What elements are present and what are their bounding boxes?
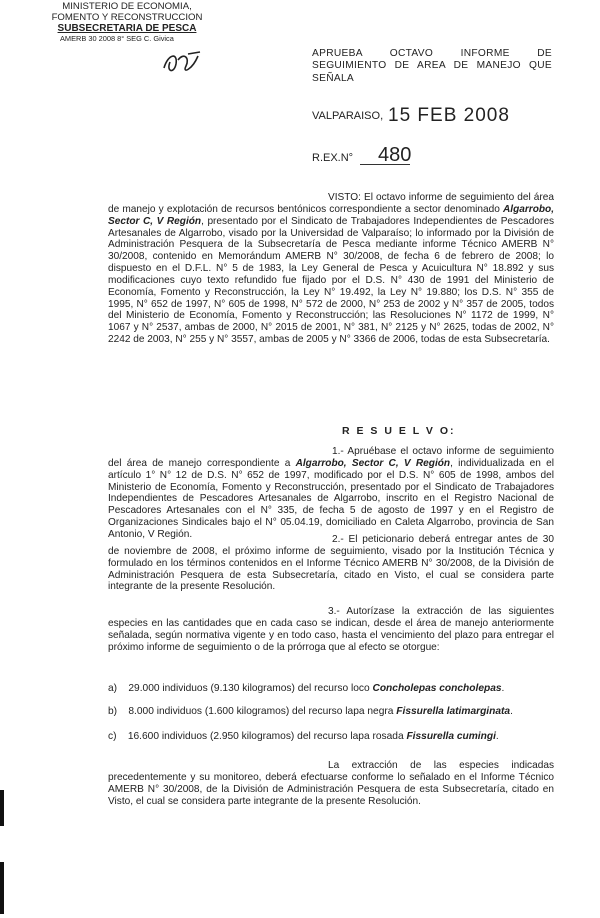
place-label: VALPARAISO, <box>312 110 384 122</box>
item-c-text: 16.600 individuos (2.950 kilogramos) del recurso lapa rosada <box>127 731 407 742</box>
visto-paragraph <box>108 192 554 346</box>
scan-edge-mark <box>0 862 4 914</box>
r1-area-name: Algarrobo, Sector C, V Región <box>295 457 451 469</box>
resolution-item-1 <box>108 446 554 541</box>
species-item-c <box>108 731 499 742</box>
item-c-end: . <box>495 731 499 742</box>
visto-text-2: , presentado por el Sindicato de Trabajadores Independientes de Pescadores Artesanales de Algarrobo, visado por la Universidad de Valparaíso; lo informado por la División de Administración Pesquera de la Subsecretaría de Pesca mediante informe Técnico AMERB N° 30/2008, contenido en Memorándum AMERB N° 30/2008, de fecha 6 de febrero de 2008; lo dispuesto en el D.F.L. N° 5 de 1983, la Ley General de Pesca y Acuicultura N° 18.892 y sus modificaciones cuyo texto refundido fue fijado por el D.S. N° 430 de 1991 del Ministerio de Economía, Fomento y Reconstrucción, la Ley N° 19.492, la Ley N° 19.880; los D.S. N° 355 de 1995, N° 652 de 1997, N° 605 de 1998, N° 572 de 2000, N° 253 de 2002 y N° 357 de 2005, todos del Ministerio de Economía, Fomento y Reconstrucción; las Resoluciones N° 1172 de 1999, N° 1067 y N° 2537, ambas de 2000, N° 2015 de 2001, N° 381, N° 2125 y N° 2625, todas de 2002, N° 2242 de 2003, N° 255 y N° 3557, ambas de 2005 y N° 3366 de 2006, todas de esta Subsecretaría. <box>108 215 555 346</box>
resolution-number: 480 <box>378 144 412 166</box>
item-a-end: . <box>501 683 505 694</box>
resolution-title <box>312 48 552 85</box>
reference-code: AMERB 30 2008 8° SEG C. Givica <box>60 34 174 44</box>
item-a-text: 29.000 individuos (9.130 kilogramos) del recurso loco <box>128 683 373 694</box>
closing-paragraph <box>108 760 554 807</box>
item-b-label: b) <box>108 706 118 717</box>
r2-text: 2.- El peticionario deberá entregar antes de 30 de noviembre de 2008, el próximo informe de seguimiento, visado por la Institución Técnica y formulado en los términos contenidos en el Informe Técnico AMERB N° 30/2008, de la División de Administración Pesquera de esta Subsecretaría, citado en Visto, el cual se considera parte integrante de la presente Resolución. <box>108 534 554 593</box>
title-line-2: SEGUIMIENTO DE AREA DE MANEJO QUE <box>312 60 552 72</box>
resolution-item-2 <box>108 534 554 593</box>
resolution-number-label: R.EX.N° <box>312 152 354 164</box>
item-b-species: Fissurella latimarginata <box>396 706 511 717</box>
closing-text: La extracción de las especies indicadas precedentemente y su monitoreo, deberá efectuarse conforme lo señalado en el Informe Técnico AMERB N° 30/2008, de la División de Administración Pesquera de esta Subsecretaría, citado en Visto, el cual se considera parte integrante de la presente Resolución. <box>108 760 554 807</box>
resuelvo-heading: R E S U E L V O: <box>342 425 456 437</box>
item-a-label: a) <box>108 683 118 694</box>
title-line-1: APRUEBA OCTAVO INFORME DE <box>312 48 552 59</box>
item-c-label: c) <box>108 731 117 742</box>
date-stamp: 15 FEB 2008 <box>388 105 510 126</box>
item-b-end: . <box>510 706 513 717</box>
visto-area-name: Algarrobo, Sector C, V Región <box>108 203 554 227</box>
ministry-header <box>22 2 232 45</box>
scan-edge-mark <box>0 790 4 826</box>
item-a-species: Concholepas concholepas <box>372 683 502 694</box>
species-item-a <box>108 683 504 694</box>
species-item-b <box>108 706 513 717</box>
item-b-text: 8.000 individuos (1.600 kilogramos) del recurso lapa negra <box>128 706 397 717</box>
ministry-line-1: MINISTERIO DE ECONOMIA, <box>62 1 192 12</box>
visto-text-1: El octavo informe de seguimiento del área de manejo y explotación de recursos bentónicos correspondiente a sector denominado <box>108 192 554 215</box>
r1-lead: 1.- Apruébase el octavo informe de seguimiento del área de manejo correspondiente a <box>108 446 554 469</box>
subsecretaria-line: SUBSECRETARIA DE PESCA <box>57 22 197 34</box>
title-line-3: SEÑALA <box>312 72 355 84</box>
handwritten-initials <box>160 48 206 78</box>
ministry-line-2: FOMENTO Y RECONSTRUCCION <box>51 11 203 23</box>
resolution-item-3 <box>108 606 554 653</box>
r1-rest: , individualizada en el artículo 1° N° 12 de D.S. N° 652 de 1997, modificado por el D.S. N° 605 de 1998, ambos del Ministerio de Economía, Fomento y Reconstrucción, presentado por el Sindicato de Trabajadores Independientes de Pescadores Artesanales de Algarrobo, inscrito en el Registro Nacional de Pescadores Artesanales con el N° 335, de fecha 5 de agosto de 1997 y en el Registro de Organizaciones Sindicales bajo el N° 05.04.19, domiciliado en Caleta Algarrobo, provincia de San Antonio, V Región. <box>108 457 554 540</box>
item-c-species: Fissurella cumingi <box>406 731 496 742</box>
visto-lead: VISTO: <box>328 192 361 203</box>
r3-text: 3.- Autorízase la extracción de las siguientes especies en las cantidades que en cada caso se indican, desde el área de manejo anteriormente señalada, según normativa vigente y en todo caso, hasta el vencimiento del plazo para entregar el próximo informe de seguimiento o de la prórroga que al efecto se otorgue: <box>108 606 554 653</box>
